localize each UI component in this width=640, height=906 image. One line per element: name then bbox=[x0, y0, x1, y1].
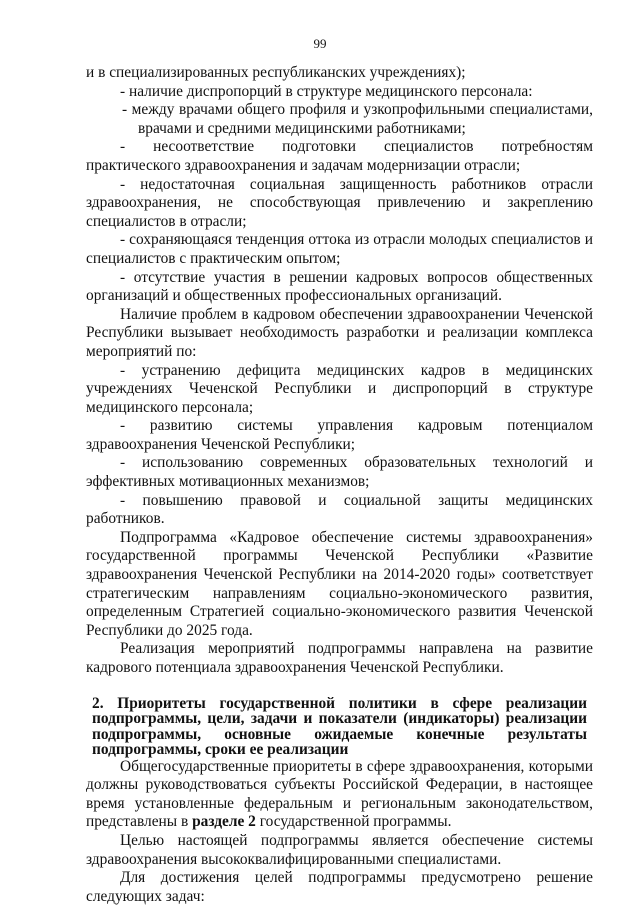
paragraph: Наличие проблем в кадровом обеспечении здравоохранении Чеченской Республики вызывает необходимость разработки и реализации комплекса мероприятий по: bbox=[86, 305, 593, 360]
list-item: - повышению правовой и социальной защиты медицинских работников. bbox=[86, 491, 593, 528]
section-heading: 2. Приоритеты государственной политики в сфере реализации подпрограммы, цели, задачи и показатели (индикаторы) реализации подпрограммы, основные ожидаемые конечные результаты подпрограммы, сроки ее реализации bbox=[92, 694, 587, 759]
paragraph: Для достижения целей подпрограммы предусмотрено решение следующих задач: bbox=[86, 869, 593, 905]
list-item: - недостаточная социальная защищенность работников отрасли здравоохранения, не способствующая привлечению и закреплению специалистов в отрасли; bbox=[86, 175, 593, 230]
paragraph: Реализация мероприятий подпрограммы направлена на развитие кадрового потенциала здравоохранения Чеченской Республики. bbox=[86, 640, 593, 676]
list-item: - между врачами общего профиля и узкопрофильными специалистами, врачами и средними медицинскими работниками; bbox=[122, 101, 593, 137]
paragraph-text-end: государственной программы. bbox=[259, 813, 452, 831]
list-item: - отсутствие участия в решении кадровых вопросов общественных организаций и общественных профессиональных организаций. bbox=[86, 268, 593, 305]
page-number: 99 bbox=[313, 36, 327, 51]
spacer bbox=[86, 678, 593, 696]
paragraph bbox=[86, 758, 593, 832]
paragraph: и в специализированных республиканских учреждениях); bbox=[86, 64, 466, 81]
paragraph: Подпрограмма «Кадровое обеспечение системы здравоохранения» государственной программы Чеченской Республики «Развитие здравоохранения Чеченской Республики на 2014-2020 годы» соответствует стратегическим направлениям социально-экономического развития, определенным Стратегией социально-экономического развития Чеченской Республики до 2025 года. bbox=[86, 528, 593, 639]
section-reference: разделе 2 bbox=[192, 813, 256, 831]
list-item: - несоответствие подготовки специалистов потребностям практического здравоохранения и задачам модернизации отрасли; bbox=[86, 138, 593, 174]
paragraph: Целью настоящей подпрограммы является обеспечение системы здравоохранения высококвалифицированными специалистами. bbox=[86, 831, 593, 868]
list-item: - устранению дефицита медицинских кадров в медицинских учреждениях Чеченской Республики и диспропорций в структуре медицинского персонала; bbox=[86, 361, 593, 416]
list-item: - наличие диспропорций в структуре медицинского персонала: bbox=[120, 82, 533, 100]
paragraph-text: Общегосударственные приоритеты в сфере здравоохранения, которыми должны руководствоваться субъекты Российской Федерации, в настоящее время установленные федеральным и региональным законодательством, представлены в bbox=[86, 757, 593, 831]
list-item: - развитию системы управления кадровым потенциалом здравоохранения Чеченской Республики; bbox=[86, 417, 593, 453]
list-item: - сохраняющаяся тенденция оттока из отрасли молодых специалистов и специалистов с практическим опытом; bbox=[86, 231, 593, 267]
document-body bbox=[86, 64, 593, 906]
list-item: - использованию современных образовательных технологий и эффективных мотивационных механизмов; bbox=[86, 454, 593, 491]
